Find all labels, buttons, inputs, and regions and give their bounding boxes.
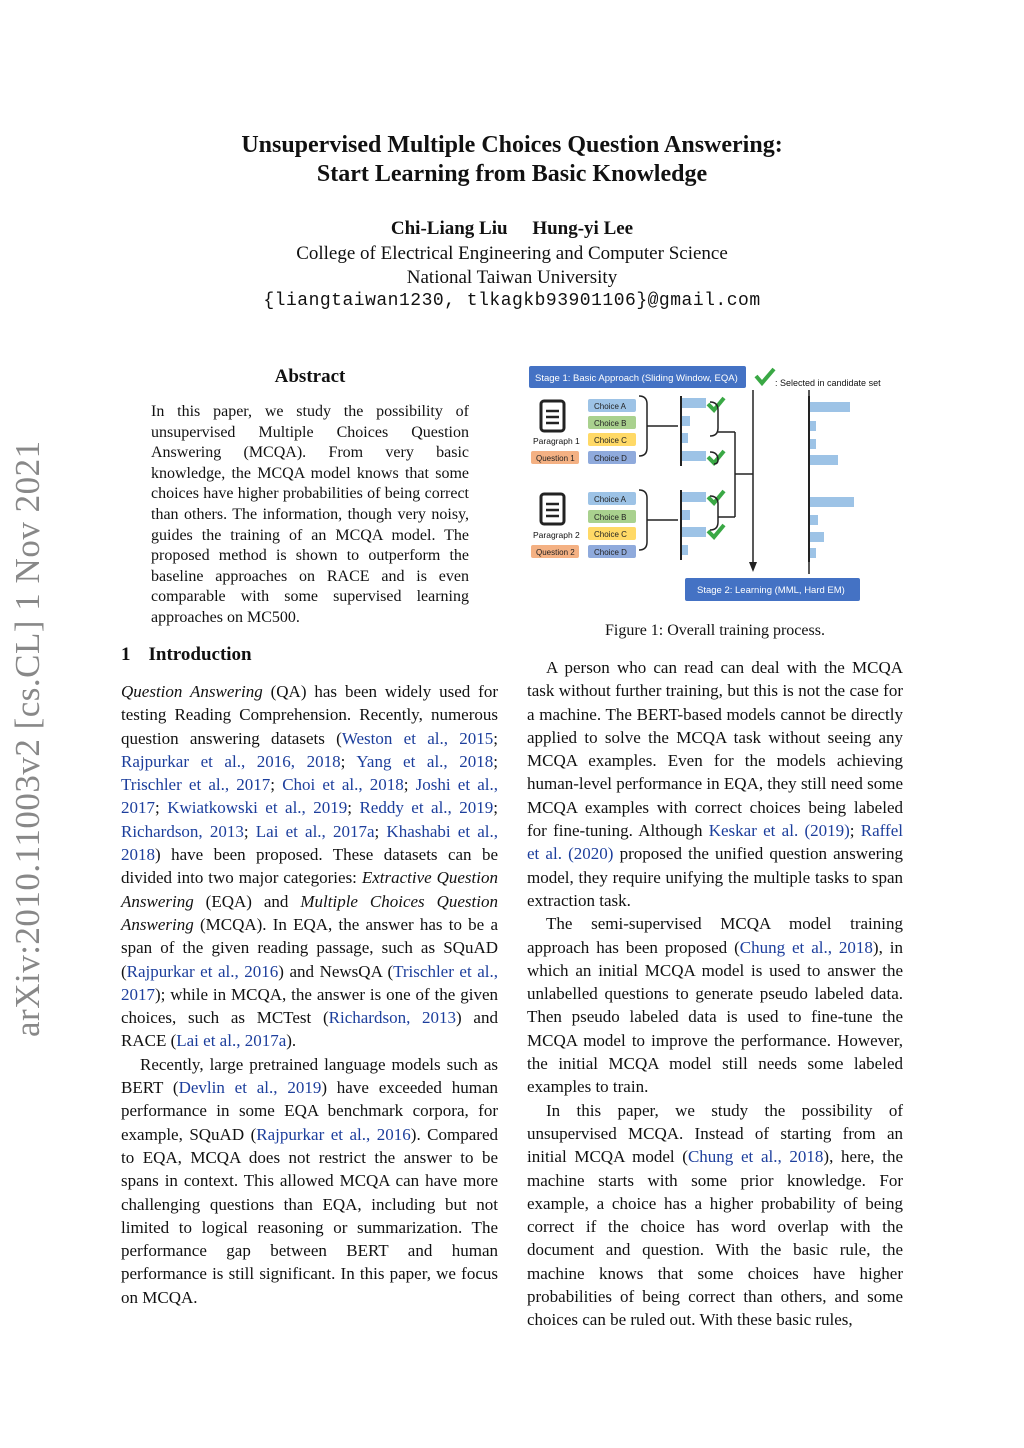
citation-link[interactable]: Chung et al., 2018 (739, 937, 873, 957)
question-2-label: Question 2 (536, 548, 575, 557)
figure-1-training-process (527, 362, 903, 612)
term: Multiple Choices Question Answering (121, 891, 498, 934)
title-line-1: Unsupervised Multiple Choices Question Answering: (241, 132, 783, 158)
legend-label: : Selected in candidate set (775, 378, 881, 388)
document-icon (541, 494, 564, 524)
citation-link[interactable]: Trischler et al., 2017 (121, 775, 271, 795)
citation-link[interactable]: Keskar et al. (2019) (708, 821, 850, 841)
section-heading-introduction (121, 644, 252, 666)
document-icon (541, 401, 564, 431)
intro-paragraph-5: In this paper, we study the possibility of unsupervised MCQA. Instead of starting from an initial MCQA model (Chung et al., 2018), here, the machine starts with some prior knowledge. For example, a choice has a higher probability of being correct if the choice has word overlap with the document and question. With the basic rule, the machine knows that some choices have higher probabilities of being correct than others, and some choices can be ruled out. With these basic rules, (527, 1100, 903, 1330)
citation-link[interactable]: Rajpurkar et al., 2016 (256, 1124, 411, 1144)
affiliation-line-1: College of Electrical Engineering and Computer Science (296, 243, 728, 264)
citation-link[interactable]: Richardson, 2013 (121, 821, 244, 841)
abstract-text: In this paper, we study the possibility of unsupervised Multiple Choices Question Answering (MCQA). From very basic knowledge, the MCQA model knows that some choices have higher probabilities of being correct than others. The information, though very noisy, guides the training of an MCQA model. The proposed method is shown to outperform the baseline approaches on RACE and is even comparable with some supervised learning approaches on MC500. (151, 403, 469, 626)
citation-link[interactable]: Joshi et al., 2017 (121, 775, 498, 818)
stage2-label: Stage 2: Learning (MML, Hard EM) (697, 585, 845, 596)
citation-link[interactable]: Weston et al., 2015 (341, 728, 494, 748)
paragraph-2-label: Paragraph 2 (533, 530, 580, 540)
stage1-label: Stage 1: Basic Approach (Sliding Window, EQA) (535, 373, 738, 384)
term: Extractive Question Answering (121, 868, 498, 911)
citation-link[interactable]: Kwiatkowski et al., 2019 (167, 798, 348, 818)
author-1: Chi-Liang Liu (390, 218, 508, 239)
citation-link[interactable]: Devlin et al., 2019 (178, 1078, 322, 1098)
citation-link[interactable]: Trischler et al., 2017 (121, 961, 498, 1004)
choice-a-label: Choice A (594, 495, 627, 504)
affiliation-line-2: National Taiwan University (406, 267, 618, 288)
term: Question Answering (121, 682, 263, 701)
check-icon (708, 451, 724, 463)
choice-d-label: Choice D (594, 548, 627, 557)
check-legend-icon (756, 369, 774, 383)
section-title: Introduction (148, 644, 252, 665)
citation-link[interactable]: Richardson, 2013 (328, 1008, 457, 1028)
right-column (527, 656, 903, 1332)
citation-link[interactable]: Lai et al., 2017a (255, 821, 375, 841)
author-2: Hung-yi Lee (532, 218, 634, 239)
citation-link[interactable]: Raffel et al. (2020) (527, 821, 903, 864)
citation-link[interactable]: Rajpurkar et al., 2016 (126, 961, 279, 981)
author-email: {liangtaiwan1230, tlkagkb93901106}@gmail.com (263, 291, 761, 311)
choice-a-label: Choice A (594, 402, 627, 411)
intro-paragraph-3: A person who can read can deal with the MCQA task without further training, but this is not the case for a machine. The BERT-based models cannot be directly applied to solve the MCQA task without seeing any MCQA examples. Even for the models achieving human-level performance in EQA, they still need some MCQA examples with correct choices being labeled for fine-tuning. Although Keskar et al. (2019); Raffel et al. (2020) proposed the unified question answering model, they require unifying the multiple tasks to span extraction task. (527, 658, 904, 910)
question-1-label: Question 1 (536, 454, 575, 463)
citation-link[interactable]: Rajpurkar et al., 2016, 2018 (121, 751, 341, 771)
intro-paragraph-2: Recently, large pretrained language models such as BERT (Devlin et al., 2019) have exceeded human performance in some EQA benchmark corpora, for example, SQuAD (Rajpurkar et al., 2016). Compared to EQA, MCQA does not restrict the answer to be spans in context. This allowed MCQA can have more challenging questions than EQA, including but not limited to logical reasoning or summarization. The performance gap between BERT and human performance is still significant. In this paper, we focus on MCQA. (121, 1054, 499, 1307)
arxiv-sidebar-stamp: arXiv:2010.11003v2 [cs.CL] 1 Nov 2021 (8, 440, 47, 1037)
authors (0, 218, 1024, 240)
choice-c-label: Choice C (594, 530, 627, 539)
abstract-heading: Abstract (274, 366, 346, 387)
choice-d-label: Choice D (594, 454, 627, 463)
intro-paragraph-4: The semi-supervised MCQA model training approach has been proposed (Chung et al., 2018), in which an initial MCQA model is used to answer the unlabelled questions to generate pseudo labeled data. Then pseudo labeled data is used to fine-tune the MCQA model to improve the performance. However, the initial MCQA model still needs some labeled examples to train. (527, 914, 903, 1097)
choice-b-label: Choice B (594, 513, 627, 522)
citation-link[interactable]: Reddy et al., 2019 (359, 798, 494, 818)
citation-link[interactable]: Chung et al., 2018 (687, 1147, 824, 1167)
intro-paragraph-1: Question Answering (QA) has been widely used for testing Reading Comprehension. Recently, numerous question answering datasets (Weston et al., 2015; Rajpurkar et al., 2016, 2018; Yang et al., 2018; Trischler et al., 2017; Choi et al., 2018; Joshi et al., 2017; Kwiatkowski et al., 2019; Reddy et al., 2019; Richardson, 2013; Lai et al., 2017a; Khashabi et al., 2018) have been proposed. These datasets can be divided into two major categories: Extractive Question Answering (EQA) and Multiple Choices Question Answering (MCQA). In EQA, the answer has to be a span of the given reading passage, such as SQuAD (Rajpurkar et al., 2016) and NewsQA (Trischler et al., 2017); while in MCQA, the answer is one of the given choices, such as MCTest (Richardson, 2013) and RACE (Lai et al., 2017a). (121, 682, 499, 1051)
choice-b-label: Choice B (594, 419, 627, 428)
citation-link[interactable]: Choi et al., 2018 (282, 775, 404, 795)
paper-title (0, 131, 1024, 189)
left-column (121, 680, 498, 1309)
choice-c-label: Choice C (594, 436, 627, 445)
paragraph-1-label: Paragraph 1 (533, 436, 580, 446)
citation-link[interactable]: Lai et al., 2017a (176, 1031, 287, 1051)
figure-caption: Figure 1: Overall training process. (605, 622, 825, 639)
title-line-2: Start Learning from Basic Knowledge (316, 161, 708, 187)
citation-link[interactable]: Khashabi et al., 2018 (121, 821, 499, 865)
section-number: 1 (121, 644, 131, 665)
citation-link[interactable]: Yang et al., 2018 (356, 751, 494, 771)
